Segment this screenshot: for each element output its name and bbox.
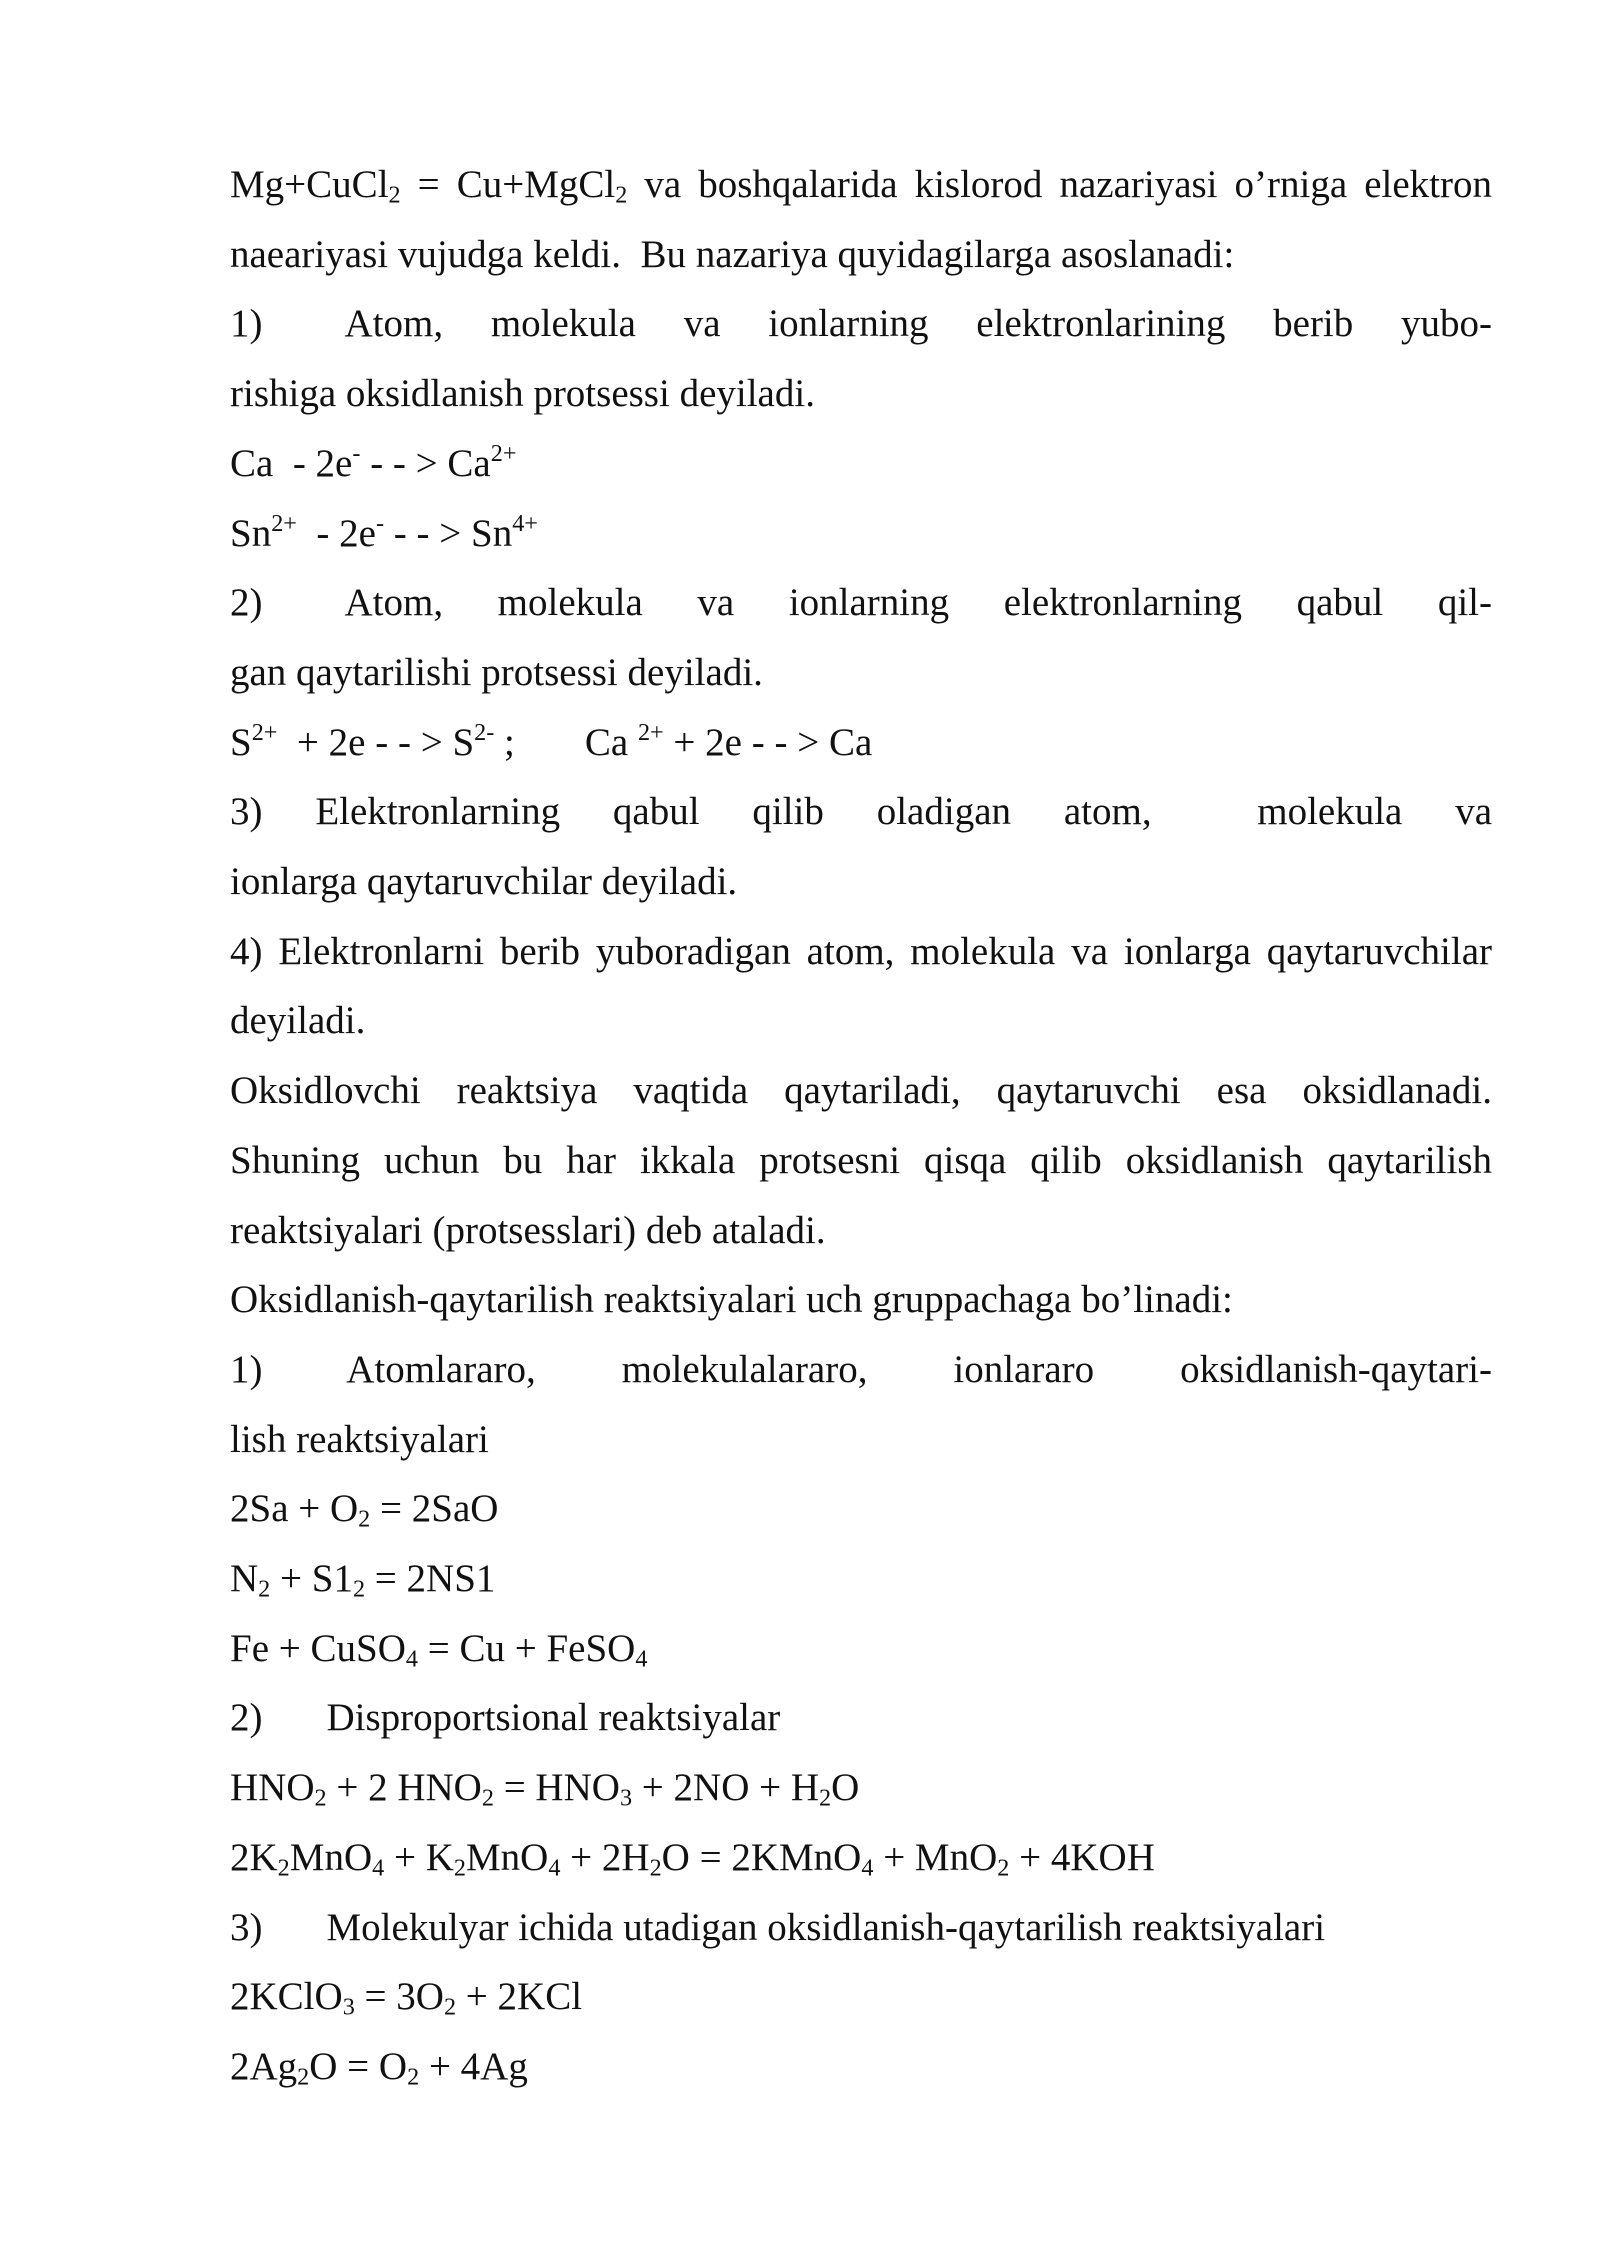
text-line: naeariyasi vujudga keldi. Bu nazariya quyidagilarga asoslanadi: (230, 232, 1235, 276)
text-line: 1) Atom, molekula va ionlarning elektronlarining berib yubo- (230, 302, 1492, 346)
text-line: Shuning uchun bu har ikkala protsesni qisqa qilib oksidlanish qaytarilish (230, 1138, 1492, 1182)
text-line: gan qaytarilishi protsessi deyiladi. (230, 650, 763, 694)
text-line: 3) Molekulyar ichida utadigan oksidlanish-qaytarilish reaktsiyalari (230, 1905, 1326, 1949)
text-line: reaktsiyalari (protsesslari) deb ataladi. (230, 1208, 826, 1252)
equation-line: 2KClO$_3$ = $3O_2 + 2KCl$ (230, 1975, 583, 2021)
text-line: 2) Atom, molekula va ionlarning elektronlarning qabul qil- (230, 581, 1492, 625)
equation-line: $2Sa + O_2 = 2SaO$ (230, 1487, 499, 1533)
equation-line: Fe + CuSO$_4$ = Cu + FeSO$_4$ (230, 1626, 648, 1673)
text-line: Oksidlovchi reaktsiya vaqtida qaytariladi, qaytaruvchi esa oksidlanadi. (230, 1069, 1492, 1113)
text-line: Mg+CuCl$_2$ = Cu+MgCl$_2$ va boshqalarida kislorod nazariyasi o’rniga elektron (230, 163, 1493, 209)
equation-line: $2K_2MnO_4 + K_2MnO_4 + 2H_2O$ = 2KMnO$_4$ + MnO$_2$ + 4KOH (230, 1835, 1155, 1882)
equation-line: Ca - 2e- - - > $Ca^{2+}$ (230, 439, 517, 485)
text-line: Oksidlanish-qaytarilish reaktsiyalari uch gruppachaga bo’linadi: (230, 1278, 1233, 1322)
text-line: 1) Atomlararo, molekulalararo, ionlararo oksidlanish-qaytari- (230, 1347, 1492, 1391)
equation-line: $S^{2+} + 2e$ - - > $S^{2-}$ ; Ca $^{2+}$ + 2e - - > Ca (230, 718, 873, 764)
equation-line: $2Ag_2O = O_2 + 4Ag$ (230, 2044, 528, 2091)
document-body (230, 150, 1492, 2102)
equation-line: $HNO_2 + 2$ $HNO_2 = HNO_3 + 2NO + H_2O$ (230, 1766, 860, 1812)
text-line: 4) Elektronlarni berib yuboradigan atom, molekula va ionlarga qaytaruvchilar (230, 929, 1492, 973)
text-line: lish reaktsiyalari (230, 1417, 489, 1461)
equation-line: $N_2 + S1_2 = 2NS1$ (230, 1557, 496, 1603)
text-line: 2) Disproportsional reaktsiyalar (230, 1696, 781, 1740)
text-line: rishiga oksidlanish protsessi deyiladi. (230, 372, 815, 416)
text-line: 3) Elektronlarning qabul qilib oladigan atom, molekula va (230, 790, 1492, 834)
equation-line: $Sn^{2+} - 2e^-$ - - > $Sn^{4+}$ (230, 509, 538, 555)
text-line: deyiladi. (230, 999, 366, 1043)
text-line: ionlarga qaytaruvchilar deyiladi. (230, 860, 738, 904)
